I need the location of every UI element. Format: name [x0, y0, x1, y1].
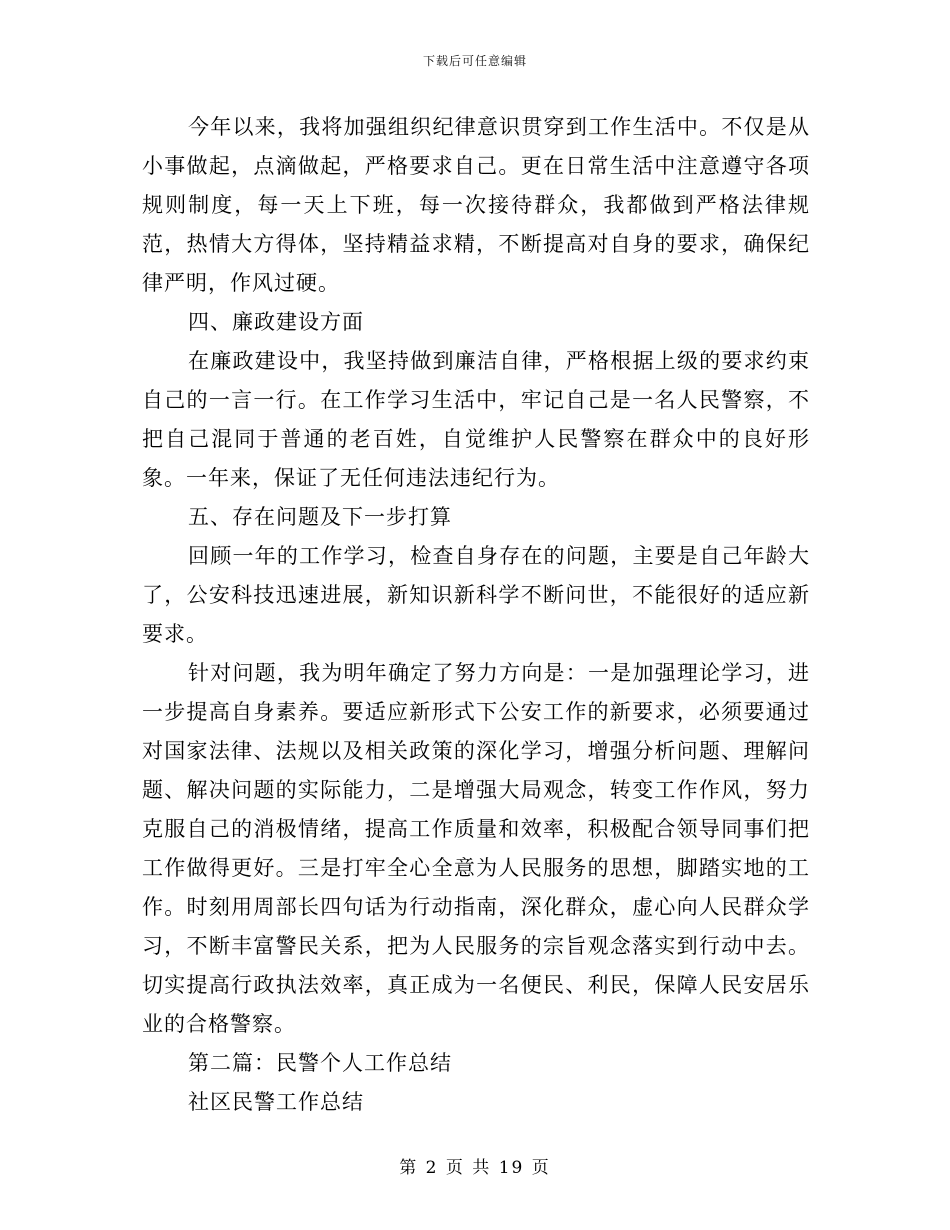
- chapter-heading: 第二篇：民警个人工作总结: [188, 1051, 452, 1075]
- subtitle-heading: 社区民警工作总结: [188, 1090, 364, 1114]
- page-header: 下载后可任意编辑: [422, 54, 527, 68]
- document-body: [142, 108, 810, 1122]
- paragraph-discipline: 今年以来，我将加强组织纪律意识贯穿到工作生活中。不仅是从小事做起，点滴做起，严格要求自己。更在日常生活中注意遵守各项规则制度，每一天上下班，每一次接待群众，我都做到严格法律规范，热情大方得体，坚持精益求精，不断提高对自身的要求，确保纪律严明，作风过硬。: [142, 115, 810, 295]
- paragraph-plan: 针对问题，我为明年确定了努力方向是：一是加强理论学习，进一步提高自身素养。要适应新形式下公安工作的新要求，必须要通过对国家法律、法规以及相关政策的深化学习，增强分析问题、理解问题、解决问题的实际能力，二是增强大局观念，转变工作作风，努力克服自己的消极情绪，提高工作质量和效率，积极配合领导同事们把工作做得更好。三是打牢全心全意为人民服务的思想，脚踏实地的工作。时刻用周部长四句话为行动指南，深化群众，虚心向人民群众学习，不断丰富警民关系，把为人民服务的宗旨观念落实到行动中去。切实提高行政执法效率，真正成为一名便民、利民，保障人民安居乐业的合格警察。: [142, 661, 810, 1036]
- paragraph-review: 回顾一年的工作学习，检查自身存在的问题，主要是自己年龄大了，公安科技迅速进展，新知识新科学不断问世，不能很好的适应新要求。: [142, 544, 810, 646]
- section-heading-integrity: 四、廉政建设方面: [188, 310, 364, 334]
- page-footer: 第 2 页 共 19 页: [399, 1158, 551, 1178]
- paragraph-integrity: 在廉政建设中，我坚持做到廉洁自律，严格根据上级的要求约束自己的一言一行。在工作学习生活中，牢记自己是一名人民警察，不把自己混同于普通的老百姓，自觉维护人民警察在群众中的良好形象。一年来，保证了无任何违法违纪行为。: [142, 349, 810, 490]
- section-heading-problems: 五、存在问题及下一步打算: [188, 505, 452, 529]
